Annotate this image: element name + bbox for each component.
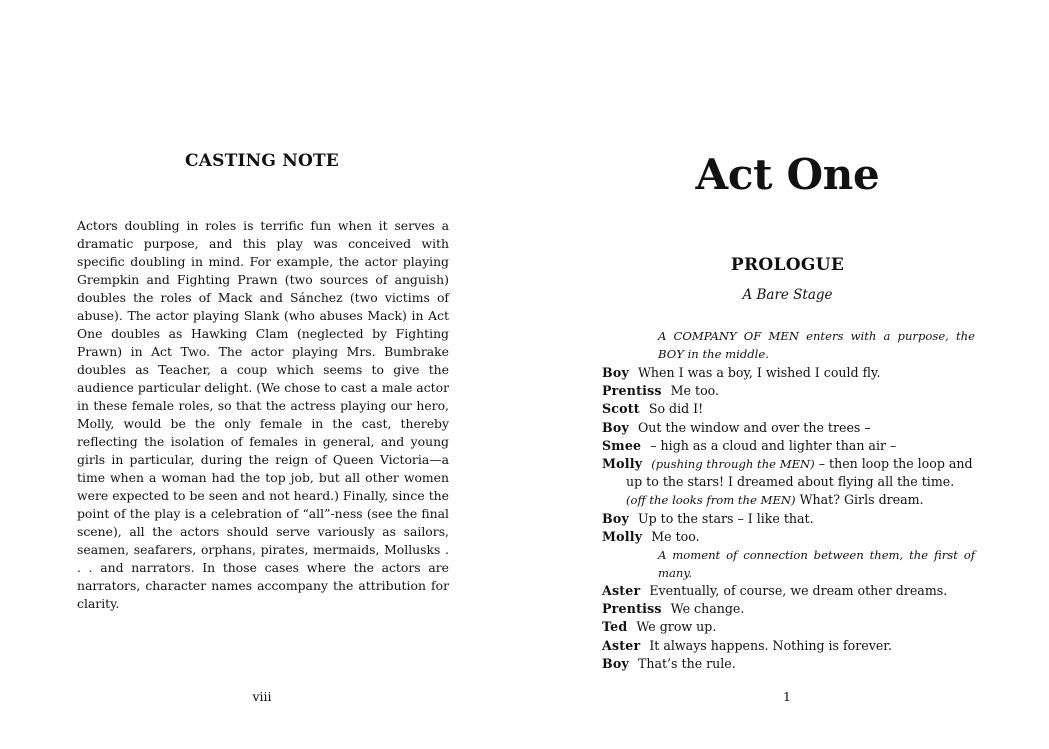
page-number-right: 1 — [783, 689, 791, 704]
act-title: Act One — [695, 150, 880, 199]
dialogue-line — [602, 364, 975, 382]
dialogue-line — [602, 618, 975, 636]
dialogue-line — [602, 582, 975, 600]
scene-setting: A Bare Stage — [742, 287, 833, 303]
speaker-name: Aster — [602, 637, 641, 653]
speaker-name: Boy — [602, 419, 629, 435]
dialogue-text: What? Girls dream. — [795, 492, 924, 508]
dialogue-text: Eventually, of course, we dream other dreams. — [649, 583, 948, 599]
scene-title: PROLOGUE — [730, 255, 845, 275]
dialogue-text: Out the window and over the trees – — [637, 419, 871, 435]
page-number-left: viii — [252, 689, 272, 704]
dialogue-text: So did I! — [648, 401, 704, 417]
speaker-name: Boy — [602, 510, 629, 526]
speaker-name: Aster — [602, 583, 641, 599]
dialogue-line — [602, 400, 975, 418]
stage-direction: A COMPANY OF MEN enters with a purpose, the BOY in the middle. — [658, 329, 975, 361]
speaker-name: Smee — [602, 437, 642, 453]
speaker-name: Ted — [602, 619, 628, 635]
dialogue-text: We change. — [670, 601, 745, 617]
dialogue-line-molly — [602, 455, 975, 510]
speaker-name: Boy — [602, 365, 629, 380]
right-page — [524, 0, 1049, 749]
stage-direction: A moment of connection between them, the first of many. — [658, 548, 975, 581]
speaker-name: Prentiss — [602, 383, 662, 399]
dialogue-text: When I was a boy, I wished I could fly. — [637, 365, 881, 380]
dialogue-text: – then loop the loop and up to the stars! I dreamed about flying all the time. — [626, 456, 973, 490]
dialogue-text: Me too. — [670, 383, 720, 399]
dialogue-line — [602, 528, 975, 546]
dialogue-text: It always happens. Nothing is forever. — [649, 637, 892, 653]
dialogue-text: Up to the stars – I like that. — [637, 510, 814, 526]
inline-stage-direction: (pushing through the MEN) — [651, 457, 815, 472]
speaker-name: Molly — [602, 456, 643, 472]
dialogue-text: That’s the rule. — [637, 655, 736, 671]
dialogue-text: We grow up. — [636, 619, 717, 635]
speaker-name: Prentiss — [602, 601, 662, 617]
speaker-name: Scott — [602, 401, 640, 417]
casting-note-body: Actors doubling in roles is terrific fun when it serves a dramatic purpose, and this play was conceived with specific doubling in mind. For example, the actor playing Grempkin and Fighting Prawn (two sources of anguish) doubles the roles of Mack and Sánchez (two victims of abuse). The actor playing Slank (who abuses Mack) in Act One doubles as Hawking Clam (neglected by Fighting Prawn) in Act Two. The actor playing Mrs. Bumbrake doubles as Teacher, a coup which seems to give the audience particular delight. (We chose to cast a male actor in these female roles, so that the actress playing our hero, Molly, would be the only female in the cast, thereby reflecting the isolation of females in general, and young girls in particular, during the reign of Queen Victoria—a time when a woman had the top job, but all other women were expected to be seen and not heard.) Finally, since the point of the play is a celebration of “all”-ness (see the final scene), all the actors should serve variously as sailors, seamen, seafarers, orphans, pirates, mermaids, Mollusks . . . and narrators. In those cases where the actors are narrators, character names accompany the attribution for clarity. — [77, 218, 449, 611]
dialogue-line — [602, 637, 975, 655]
dialogue-line — [602, 437, 975, 455]
speaker-name: Molly — [602, 528, 643, 544]
dialogue-text: Me too. — [651, 528, 700, 544]
speaker-name: Boy — [602, 655, 629, 671]
dialogue-line — [602, 382, 975, 400]
dialogue-line — [602, 419, 975, 437]
inline-stage-direction: (off the looks from the MEN) — [626, 493, 796, 508]
dialogue-line — [602, 600, 975, 618]
dialogue-line — [602, 655, 975, 673]
script-body — [602, 327, 975, 673]
dialogue-text: – high as a cloud and lighter than air – — [650, 437, 897, 453]
dialogue-line — [602, 510, 975, 528]
casting-note-heading: CASTING NOTE — [185, 151, 339, 171]
left-page — [0, 0, 524, 749]
